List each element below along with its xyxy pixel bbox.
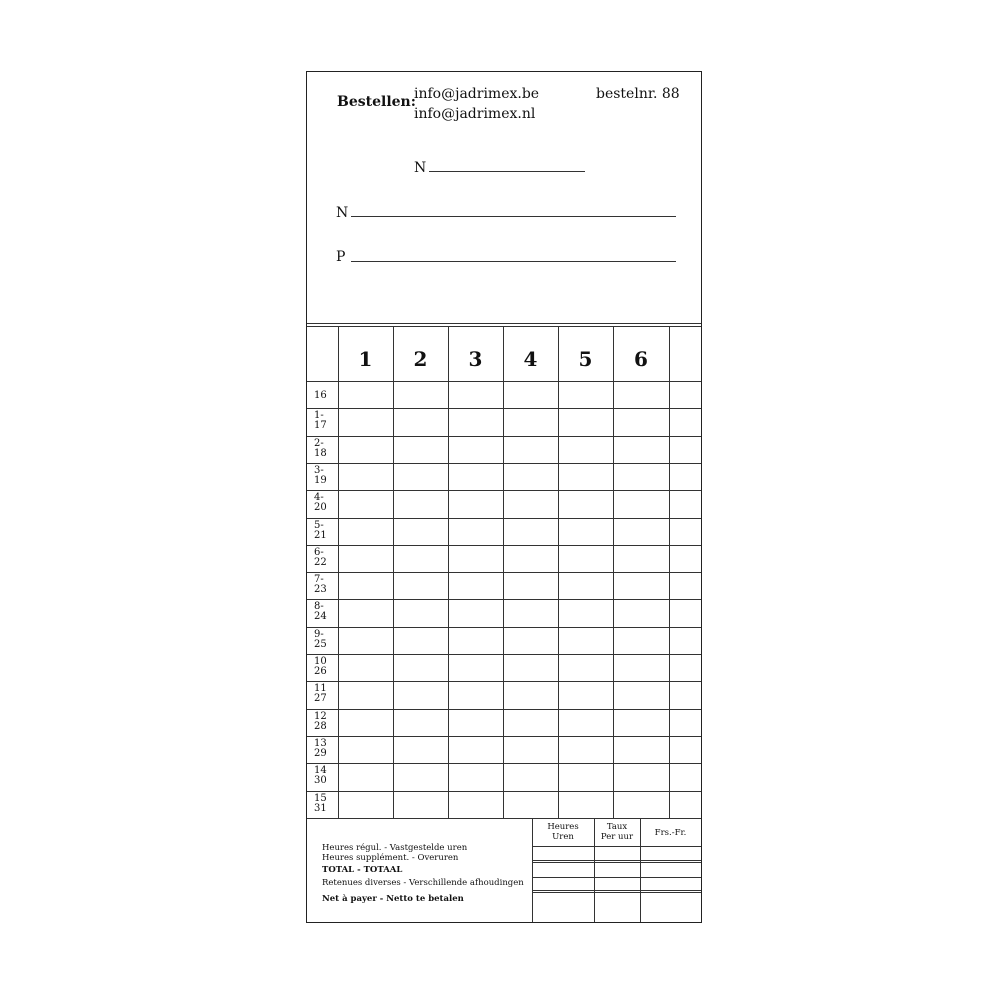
grid-cell[interactable] (448, 709, 503, 736)
grid-cell[interactable] (448, 463, 503, 490)
grid-cell[interactable] (393, 763, 448, 790)
row-day-label: 3- 19 (314, 464, 327, 486)
grid-cell[interactable] (503, 572, 558, 599)
grid-cell[interactable] (338, 408, 393, 435)
row-day-label: 2- 18 (314, 437, 327, 459)
grid-cell[interactable] (613, 572, 669, 599)
grid-cell[interactable] (393, 381, 448, 408)
grid-cell[interactable] (448, 627, 503, 654)
grid-cell[interactable] (338, 736, 393, 763)
column-header: 5 (578, 347, 593, 371)
grid-cell[interactable] (448, 791, 503, 818)
grid-cell[interactable] (669, 490, 701, 517)
grid-cell[interactable] (448, 654, 503, 681)
order-label: Bestellen: (337, 94, 416, 110)
grid-row-line (307, 545, 701, 546)
grid-row-line (307, 599, 701, 600)
grid-cell[interactable] (338, 545, 393, 572)
grid-row-line (307, 791, 701, 792)
grid-cell[interactable] (669, 627, 701, 654)
grid-cell[interactable] (558, 709, 613, 736)
grid-cell[interactable] (558, 436, 613, 463)
row-day-label: 12 28 (314, 710, 327, 732)
grid-cell[interactable] (669, 545, 701, 572)
grid-cell[interactable] (393, 709, 448, 736)
grid-cell[interactable] (613, 681, 669, 708)
grid-cell[interactable] (558, 654, 613, 681)
grid-cell[interactable] (613, 599, 669, 626)
row-day-label: 14 30 (314, 765, 327, 787)
grid-cell[interactable] (503, 545, 558, 572)
email-nl: info@jadrimex.nl (414, 106, 536, 122)
grid-cell[interactable] (503, 518, 558, 545)
grid-cell[interactable] (503, 681, 558, 708)
grid-cell[interactable] (613, 791, 669, 818)
col-rate-header: Taux Per uur (600, 822, 634, 842)
grid-cell[interactable] (503, 408, 558, 435)
grid-cell[interactable] (393, 518, 448, 545)
grid-cell[interactable] (613, 627, 669, 654)
summary-rule-6 (532, 892, 701, 893)
grid-cell[interactable] (338, 572, 393, 599)
grid-cell[interactable] (669, 518, 701, 545)
label-overtime: Heures supplément. - Overuren (322, 853, 459, 863)
grid-cell[interactable] (393, 654, 448, 681)
grid-cell[interactable] (558, 545, 613, 572)
grid-row-line (307, 709, 701, 710)
row-day-label: 7- 23 (314, 574, 327, 596)
grid-cell[interactable] (558, 736, 613, 763)
grid-cell[interactable] (558, 381, 613, 408)
grid-cell[interactable] (503, 654, 558, 681)
column-header: 3 (468, 347, 483, 371)
grid-cell[interactable] (503, 599, 558, 626)
grid-cell[interactable] (448, 572, 503, 599)
grid-row-line (307, 763, 701, 764)
row-day-label: 6- 22 (314, 546, 327, 568)
grid-cell[interactable] (669, 681, 701, 708)
grid-cell[interactable] (338, 654, 393, 681)
grid-cell[interactable] (669, 709, 701, 736)
summary-rule-4 (532, 877, 701, 878)
grid-cell[interactable] (613, 381, 669, 408)
col-amount-header: Frs.-Fr. (654, 828, 687, 838)
grid-cell[interactable] (338, 709, 393, 736)
grid-cell[interactable] (669, 463, 701, 490)
grid-cell[interactable] (503, 627, 558, 654)
summary-rule-1 (532, 846, 701, 847)
grid-cell[interactable] (448, 736, 503, 763)
grid-cell[interactable] (613, 736, 669, 763)
grid-cell[interactable] (393, 681, 448, 708)
grid-row-line (307, 463, 701, 464)
grid-row-line (307, 736, 701, 737)
grid-cell[interactable] (669, 436, 701, 463)
grid-cell[interactable] (448, 763, 503, 790)
grid-cell[interactable] (558, 791, 613, 818)
grid-row-line (307, 381, 701, 382)
grid-cell[interactable] (393, 408, 448, 435)
field-n-long-label: N (336, 205, 349, 221)
grid-cell[interactable] (558, 681, 613, 708)
column-header: 6 (634, 347, 648, 371)
row-day-label: 4- 20 (314, 492, 327, 514)
column-header: 4 (523, 347, 538, 371)
time-card (306, 71, 702, 923)
grid-cell[interactable] (613, 709, 669, 736)
grid-cell[interactable] (448, 436, 503, 463)
grid-row-line (307, 408, 701, 409)
grid-cell[interactable] (448, 408, 503, 435)
grid-cell[interactable] (669, 763, 701, 790)
label-regular-hours: Heures régul. - Vastgestelde uren (322, 843, 468, 853)
grid-cell[interactable] (448, 518, 503, 545)
summary-divider-3 (640, 818, 641, 922)
header-separator (307, 323, 701, 324)
summary-section (307, 818, 701, 922)
row-day-label: 5- 21 (314, 519, 327, 541)
grid-cell[interactable] (393, 463, 448, 490)
grid-cell[interactable] (448, 599, 503, 626)
grid-cell[interactable] (613, 408, 669, 435)
grid-cell[interactable] (558, 599, 613, 626)
grid-cell[interactable] (613, 763, 669, 790)
column-header: 2 (413, 347, 428, 371)
grid-cell[interactable] (669, 381, 701, 408)
field-n-short-line[interactable] (429, 171, 585, 172)
label-deductions: Retenues diverses - Verschillende afhoudingen (322, 878, 524, 888)
column-header: 1 (358, 347, 373, 371)
grid-cell[interactable] (669, 572, 701, 599)
grid-cell[interactable] (669, 599, 701, 626)
summary-rule-2 (532, 860, 701, 861)
grid-row-line (307, 490, 701, 491)
column-header (669, 326, 701, 381)
grid-cell[interactable] (613, 436, 669, 463)
grid-cell[interactable] (558, 518, 613, 545)
grid-cell[interactable] (338, 791, 393, 818)
summary-divider-2 (594, 818, 595, 922)
grid-cell[interactable] (613, 654, 669, 681)
grid-cell[interactable] (503, 791, 558, 818)
grid-cell[interactable] (338, 381, 393, 408)
email-be: info@jadrimex.be (414, 86, 540, 102)
grid-cell[interactable] (503, 736, 558, 763)
grid-cell[interactable] (558, 490, 613, 517)
field-p-line[interactable] (351, 261, 676, 262)
grid-cell[interactable] (669, 736, 701, 763)
row-day-label: 9- 25 (314, 628, 327, 650)
row-day-label: 15 31 (314, 792, 327, 814)
grid-cell[interactable] (503, 709, 558, 736)
grid-cell[interactable] (448, 681, 503, 708)
grid-row-line (307, 518, 701, 519)
grid-cell[interactable] (393, 599, 448, 626)
grid-cell[interactable] (338, 681, 393, 708)
grid-cell[interactable] (613, 518, 669, 545)
summary-divider-1 (532, 818, 533, 922)
row-day-label: 11 27 (314, 683, 327, 705)
grid-cell[interactable] (558, 627, 613, 654)
field-n-short-label: N (414, 160, 427, 176)
grid-row-line (307, 572, 701, 573)
label-total: TOTAL - TOTAAL (322, 865, 403, 875)
field-n-long-line[interactable] (351, 216, 676, 217)
grid-cell[interactable] (393, 627, 448, 654)
grid-cell[interactable] (558, 408, 613, 435)
grid-cell[interactable] (338, 518, 393, 545)
grid-cell[interactable] (558, 763, 613, 790)
grid-cell[interactable] (503, 490, 558, 517)
grid-cell[interactable] (338, 463, 393, 490)
grid-cell[interactable] (338, 599, 393, 626)
grid-row-line (307, 436, 701, 437)
grid-cell[interactable] (338, 763, 393, 790)
grid-cell[interactable] (393, 545, 448, 572)
grid-cell[interactable] (338, 627, 393, 654)
grid-cell[interactable] (669, 791, 701, 818)
summary-rule-5 (532, 890, 701, 891)
row-day-label: 10 26 (314, 656, 327, 677)
grid-cell[interactable] (613, 463, 669, 490)
grid-cell[interactable] (393, 736, 448, 763)
order-number: bestelnr. 88 (596, 86, 680, 102)
grid-cell[interactable] (503, 381, 558, 408)
grid-cell[interactable] (448, 381, 503, 408)
grid-cell[interactable] (503, 763, 558, 790)
summary-rule-3 (532, 862, 701, 863)
grid-cell[interactable] (393, 572, 448, 599)
grid-cell[interactable] (338, 436, 393, 463)
grid-cell[interactable] (669, 654, 701, 681)
grid-cell[interactable] (393, 791, 448, 818)
grid-cell[interactable] (393, 436, 448, 463)
grid-cell[interactable] (448, 490, 503, 517)
grid-cell[interactable] (558, 463, 613, 490)
grid-cell[interactable] (338, 490, 393, 517)
hours-grid (307, 326, 701, 818)
grid-cell[interactable] (503, 463, 558, 490)
row-day-label: 13 29 (314, 737, 327, 759)
grid-cell[interactable] (669, 408, 701, 435)
grid-cell[interactable] (448, 545, 503, 572)
grid-cell[interactable] (558, 572, 613, 599)
grid-cell[interactable] (613, 545, 669, 572)
grid-row-line (307, 654, 701, 655)
row-day-label: 1- 17 (314, 410, 327, 432)
row-day-label: 8- 24 (314, 601, 327, 623)
grid-row-line (307, 627, 701, 628)
grid-row-line (307, 681, 701, 682)
grid-cell[interactable] (503, 436, 558, 463)
row-day-label: 16 (314, 390, 327, 401)
grid-cell[interactable] (393, 490, 448, 517)
col-hours-header: Heures Uren (547, 822, 579, 842)
grid-cell[interactable] (613, 490, 669, 517)
label-net-pay: Net à payer - Netto te betalen (322, 894, 464, 904)
field-p-label: P (336, 249, 346, 265)
